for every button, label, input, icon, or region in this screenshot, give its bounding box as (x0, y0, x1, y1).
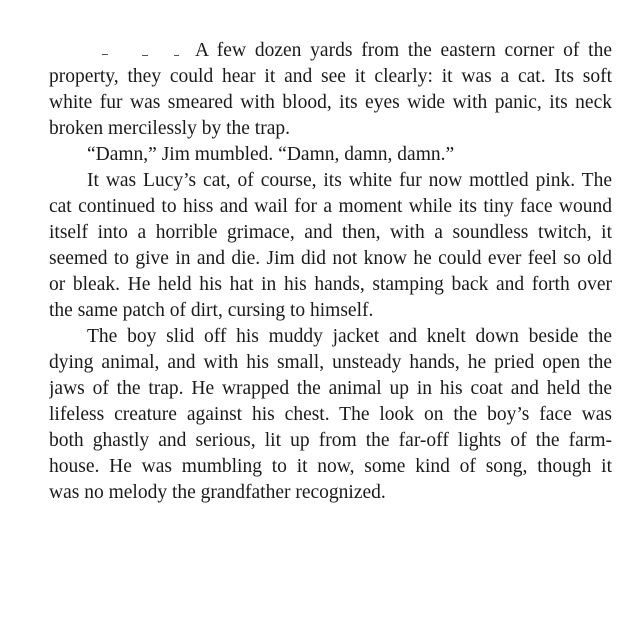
text-line: cat continued to hiss and wail for a moment while its tiny face wound (49, 196, 612, 217)
text-line: was no melody the grandfather recognized. (49, 482, 386, 503)
document-page (49, 38, 612, 506)
text-line: white fur was smeared with blood, its eyes wide with panic, its neck (49, 92, 612, 113)
text-line: property, they could hear it and see it clearly: it was a cat. Its soft (49, 66, 612, 87)
text-line: jaws of the trap. He wrapped the animal up in his coat and held the (49, 378, 612, 399)
text-line: the same patch of dirt, cursing to himself. (49, 300, 374, 321)
text-line: The boy slid off his muddy jacket and knelt down beside the (87, 326, 612, 347)
text-line: dying animal, and with his small, unsteady hands, he pried open the (49, 352, 612, 373)
text-line: broken mercilessly by the trap. (49, 118, 290, 139)
text-line: It was Lucy’s cat, of course, its white fur now mottled pink. The (87, 170, 612, 191)
text-line: A few dozen yards from the eastern corner of the (195, 40, 612, 61)
text-line: house. He was mumbling to it now, some kind of song, though it (49, 456, 612, 477)
text-line: or bleak. He held his hat in his hands, stamping back and forth over (49, 274, 612, 295)
text-line: “Damn,” Jim mumbled. “Damn, damn, damn.” (87, 144, 455, 165)
text-line: lifeless creature against his chest. The look on the boy’s face was (49, 404, 612, 425)
text-line: itself into a horrible grimace, and then, with a soundless twitch, it (49, 222, 612, 243)
text-line: both ghastly and serious, lit up from the far-off lights of the farm- (49, 430, 612, 451)
text-line: seemed to give in and die. Jim did not know he could ever feel so old (49, 248, 612, 269)
